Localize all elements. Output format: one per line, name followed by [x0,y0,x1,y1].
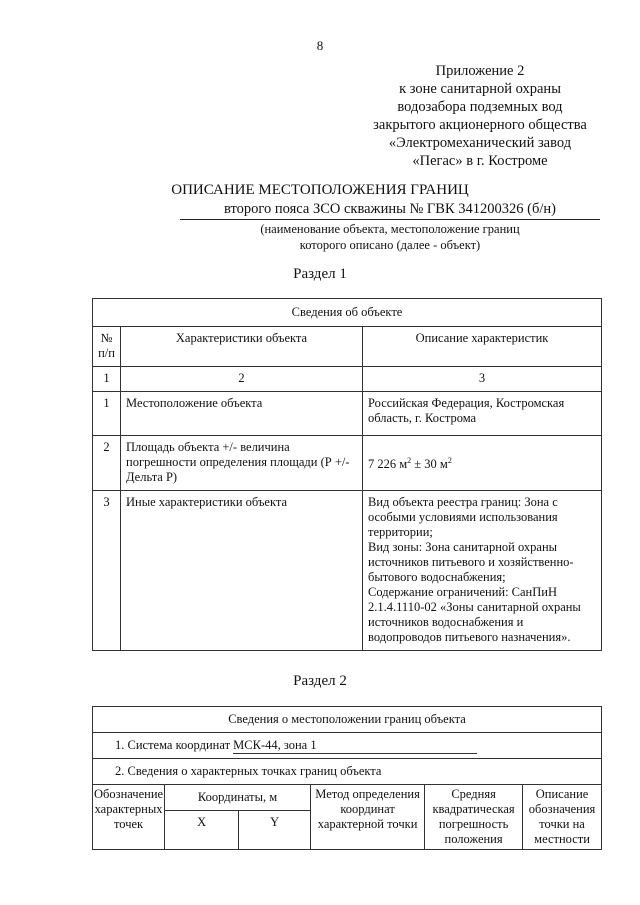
table-title: Сведения о местоположении границ объекта [93,707,602,733]
appendix-line: к зоне санитарной охраны [399,81,561,97]
row-number: 1 [93,392,121,436]
coordinate-system-row [93,733,602,759]
error-unit-exponent: 2 [447,456,452,466]
appendix-line: водозабора подземных вод [397,99,563,115]
value-line: Вид объекта реестра границ: Зона с особыми условиями использования территории; [368,495,558,539]
area-value: 7 226 м [368,457,408,472]
column-header-description: Описание характеристик [363,327,602,367]
column-header-x: X [165,811,239,850]
caption-line: (наименование объекта, местоположение границ [260,222,520,236]
row-value: Российская Федерация, Костромская область, г. Кострома [363,392,602,436]
value-line: Вид зоны: Зона санитарной охраны источников питьевого и хозяйственно-бытового водоснабжения; [368,540,574,584]
column-header-method: Метод определения координат характерной точки [311,785,425,850]
column-number: 3 [363,367,602,392]
value-line: Содержание ограничений: СанПиН 2.1.4.1110-02 «Зоны санитарной охраны источников водоснабжения и водопроводов питьевого назначения». [368,585,581,644]
appendix-line: «Электромеханический завод [388,135,572,151]
row-characteristic: Местоположение объекта [121,392,363,436]
page-number: 8 [316,38,324,53]
appendix-line: «Пегас» в г. Костроме [412,153,548,169]
appendix-line: закрытого акционерного общества [373,117,587,133]
row-value-area [363,436,602,491]
row-value [363,491,602,651]
caption-line: которого описано (далее - объект) [299,238,481,252]
coordinate-system-label: 1. Система координат [115,737,234,752]
row-number: 2 [93,436,121,491]
coordinate-system-value: МСК-44, зона 1 [233,738,477,754]
table-row [93,491,602,651]
appendix-line: Приложение 2 [435,63,525,79]
column-number: 2 [121,367,363,392]
document-title: ОПИСАНИЕ МЕСТОПОЛОЖЕНИЯ ГРАНИЦ [171,182,469,198]
section-1-heading: Раздел 1 [293,266,347,282]
column-header-characteristics: Характеристики объекта [121,327,363,367]
column-header-y: Y [239,811,311,850]
column-header-point-description: Описание обозначения точки на местности [523,785,602,850]
column-header-rms-error: Средняя квадратическая погрешность положения [425,785,523,850]
table-row [93,436,602,491]
appendix-block [360,62,600,170]
area-error-value: ± 30 м [411,457,448,472]
area-unit-exponent: 2 [407,456,412,466]
section-2-heading: Раздел 2 [293,673,347,689]
document-subtitle: второго пояса ЗСО скважины № ГВК 341200326 (б/н) [180,201,600,220]
column-header-designation: Обозначение характерных точек [93,785,165,850]
points-section-label: 2. Сведения о характерных точках границ объекта [93,759,602,785]
object-info-table [92,298,602,651]
column-header-number: № п/п [93,327,121,367]
row-characteristic: Иные характеристики объекта [121,491,363,651]
column-number: 1 [93,367,121,392]
boundary-table [92,706,602,850]
row-characteristic: Площадь объекта +/- величина погрешности определения площади (Р +/- Дельта Р) [121,436,363,491]
table-title: Сведения об объекте [93,299,602,327]
table-row [93,392,602,436]
subtitle-caption [180,221,600,253]
row-number: 3 [93,491,121,651]
column-header-coordinates: Координаты, м [165,785,311,811]
